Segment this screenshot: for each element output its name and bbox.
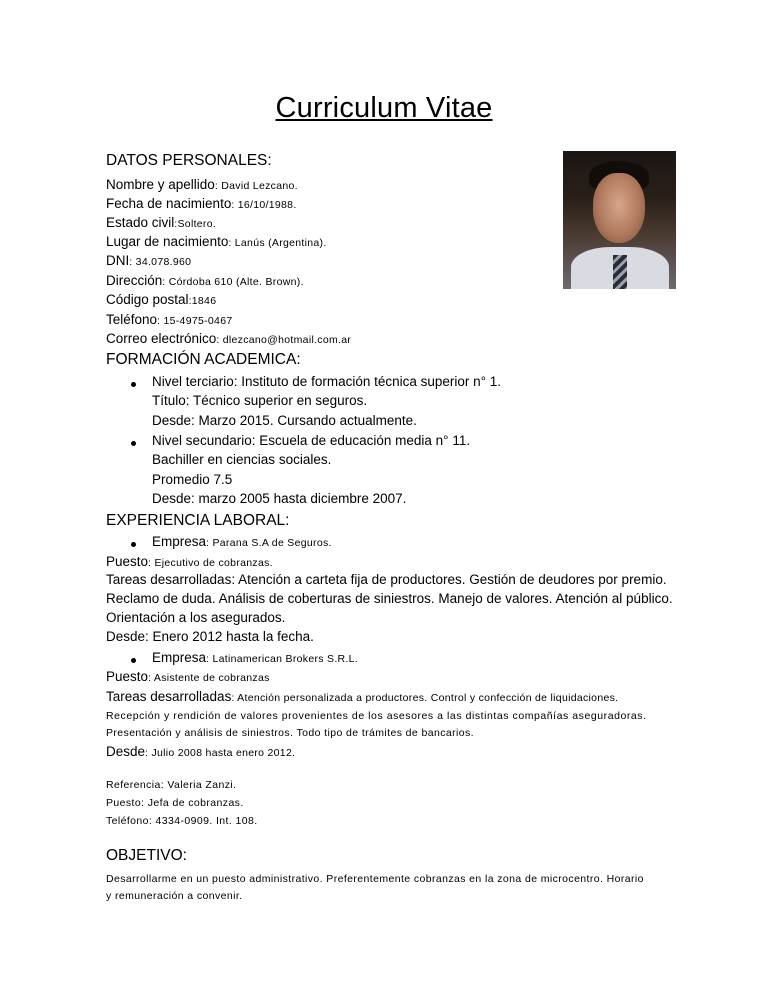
personal-field-phone bbox=[106, 311, 232, 329]
personal-field-civil-status bbox=[106, 214, 216, 232]
field-label: Estado civil bbox=[106, 215, 175, 230]
personal-field-name bbox=[106, 176, 298, 194]
company-value: : Parana S.A de Seguros. bbox=[206, 537, 332, 549]
company-value: : Latinamerican Brokers S.R.L. bbox=[206, 653, 359, 665]
field-value: : dlezcano@hotmail.com.ar bbox=[216, 334, 352, 346]
personal-field-dni bbox=[106, 252, 191, 270]
job-1-tasks-line2: Reclamo de duda. Análisis de coberturas de siniestros. Manejo de valores. Atención al público. bbox=[106, 591, 673, 606]
since-label: Desde bbox=[106, 744, 146, 759]
job-1-tasks-line1: Tareas desarrolladas: Atención a carteta fija de productores. Gestión de deudores por premio. bbox=[106, 572, 667, 587]
company-label: Empresa bbox=[152, 534, 207, 549]
personal-field-birthplace bbox=[106, 233, 327, 251]
objective-heading: OBJETIVO: bbox=[106, 847, 187, 864]
education-item-2-line4: Desde: marzo 2005 hasta diciembre 2007. bbox=[152, 491, 407, 506]
position-label: Puesto bbox=[106, 669, 149, 684]
field-label: Dirección bbox=[106, 273, 163, 288]
objective-line2: y remuneración a convenir. bbox=[106, 890, 243, 902]
education-item-1-line3: Desde: Marzo 2015. Cursando actualmente. bbox=[152, 413, 417, 428]
reference-line2: Puesto: Jefa de cobranzas. bbox=[106, 797, 244, 809]
education-item-2-line2: Bachiller en ciencias sociales. bbox=[152, 452, 332, 467]
photo-face bbox=[593, 173, 645, 243]
field-label: Correo electrónico bbox=[106, 331, 217, 346]
bullet-icon bbox=[131, 441, 136, 446]
objective-line1: Desarrollarme en un puesto administrativo. Preferentemente cobranzas en la zona de microcentro. Horario bbox=[106, 873, 644, 885]
field-value: : David Lezcano. bbox=[214, 180, 298, 192]
document-title: Curriculum Vitae bbox=[275, 92, 493, 124]
field-label: Nombre y apellido bbox=[106, 177, 215, 192]
field-value: : 15-4975-0467 bbox=[157, 315, 233, 327]
tasks-label: Tareas desarrolladas bbox=[106, 689, 232, 704]
education-item-2-line1: Nivel secundario: Escuela de educación media n° 11. bbox=[152, 433, 471, 448]
personal-field-postal-code bbox=[106, 291, 216, 309]
personal-field-birthdate bbox=[106, 195, 297, 213]
job-1-since: Desde: Enero 2012 hasta la fecha. bbox=[106, 629, 314, 644]
field-value: : Córdoba 610 (Alte. Brown). bbox=[162, 276, 304, 288]
reference-line1: Referencia: Valeria Zanzi. bbox=[106, 779, 237, 791]
field-label: Lugar de nacimiento bbox=[106, 234, 229, 249]
portrait-photo bbox=[563, 151, 676, 289]
education-item-2-line3: Promedio 7.5 bbox=[152, 472, 233, 487]
field-label: Teléfono bbox=[106, 312, 158, 327]
field-value: : Lanús (Argentina). bbox=[228, 237, 327, 249]
bullet-icon bbox=[131, 542, 136, 547]
bullet-icon bbox=[131, 658, 136, 663]
personal-field-address bbox=[106, 272, 304, 290]
education-heading: FORMACIÓN ACADEMICA: bbox=[106, 351, 301, 368]
job-2-tasks-line2: Recepción y rendición de valores provenientes de los asesores a las distintas compañías aseguradoras. bbox=[106, 710, 647, 722]
experience-heading: EXPERIENCIA LABORAL: bbox=[106, 512, 290, 529]
personal-heading: DATOS PERSONALES: bbox=[106, 152, 272, 169]
field-value: : 16/10/1988. bbox=[231, 199, 297, 211]
job-2-position bbox=[106, 668, 270, 686]
education-item-1-line2: Título: Técnico superior en seguros. bbox=[152, 393, 368, 408]
position-value: : Asistente de cobranzas bbox=[148, 672, 270, 684]
job-2-tasks-line3: Presentación y análisis de siniestros. Todo tipo de trámites de bancarios. bbox=[106, 727, 474, 739]
reference-line3: Teléfono: 4334-0909. Int. 108. bbox=[106, 815, 258, 827]
job-2-since bbox=[106, 743, 295, 761]
field-label: Código postal bbox=[106, 292, 189, 307]
field-value: :1846 bbox=[188, 295, 217, 307]
photo-tie bbox=[613, 255, 627, 289]
education-item-1-line1: Nivel terciario: Instituto de formación técnica superior n° 1. bbox=[152, 374, 502, 389]
job-1-company bbox=[152, 533, 332, 551]
field-label: DNI bbox=[106, 253, 130, 268]
field-label: Fecha de nacimiento bbox=[106, 196, 232, 211]
tasks-value: : Atención personalizada a productores. Control y confección de liquidaciones. bbox=[231, 692, 619, 704]
bullet-icon bbox=[131, 382, 136, 387]
since-value: : Julio 2008 hasta enero 2012. bbox=[145, 747, 296, 759]
field-value: : 34.078.960 bbox=[129, 256, 192, 268]
job-2-company bbox=[152, 649, 358, 667]
personal-field-email bbox=[106, 330, 351, 348]
position-label: Puesto bbox=[106, 554, 149, 569]
position-value: : Ejecutivo de cobranzas. bbox=[148, 557, 273, 569]
job-1-position bbox=[106, 553, 273, 571]
field-value: :Soltero. bbox=[174, 218, 217, 230]
company-label: Empresa bbox=[152, 650, 207, 665]
job-1-tasks-line3: Orientación a los asegurados. bbox=[106, 610, 286, 625]
job-2-tasks-line1 bbox=[106, 688, 618, 706]
